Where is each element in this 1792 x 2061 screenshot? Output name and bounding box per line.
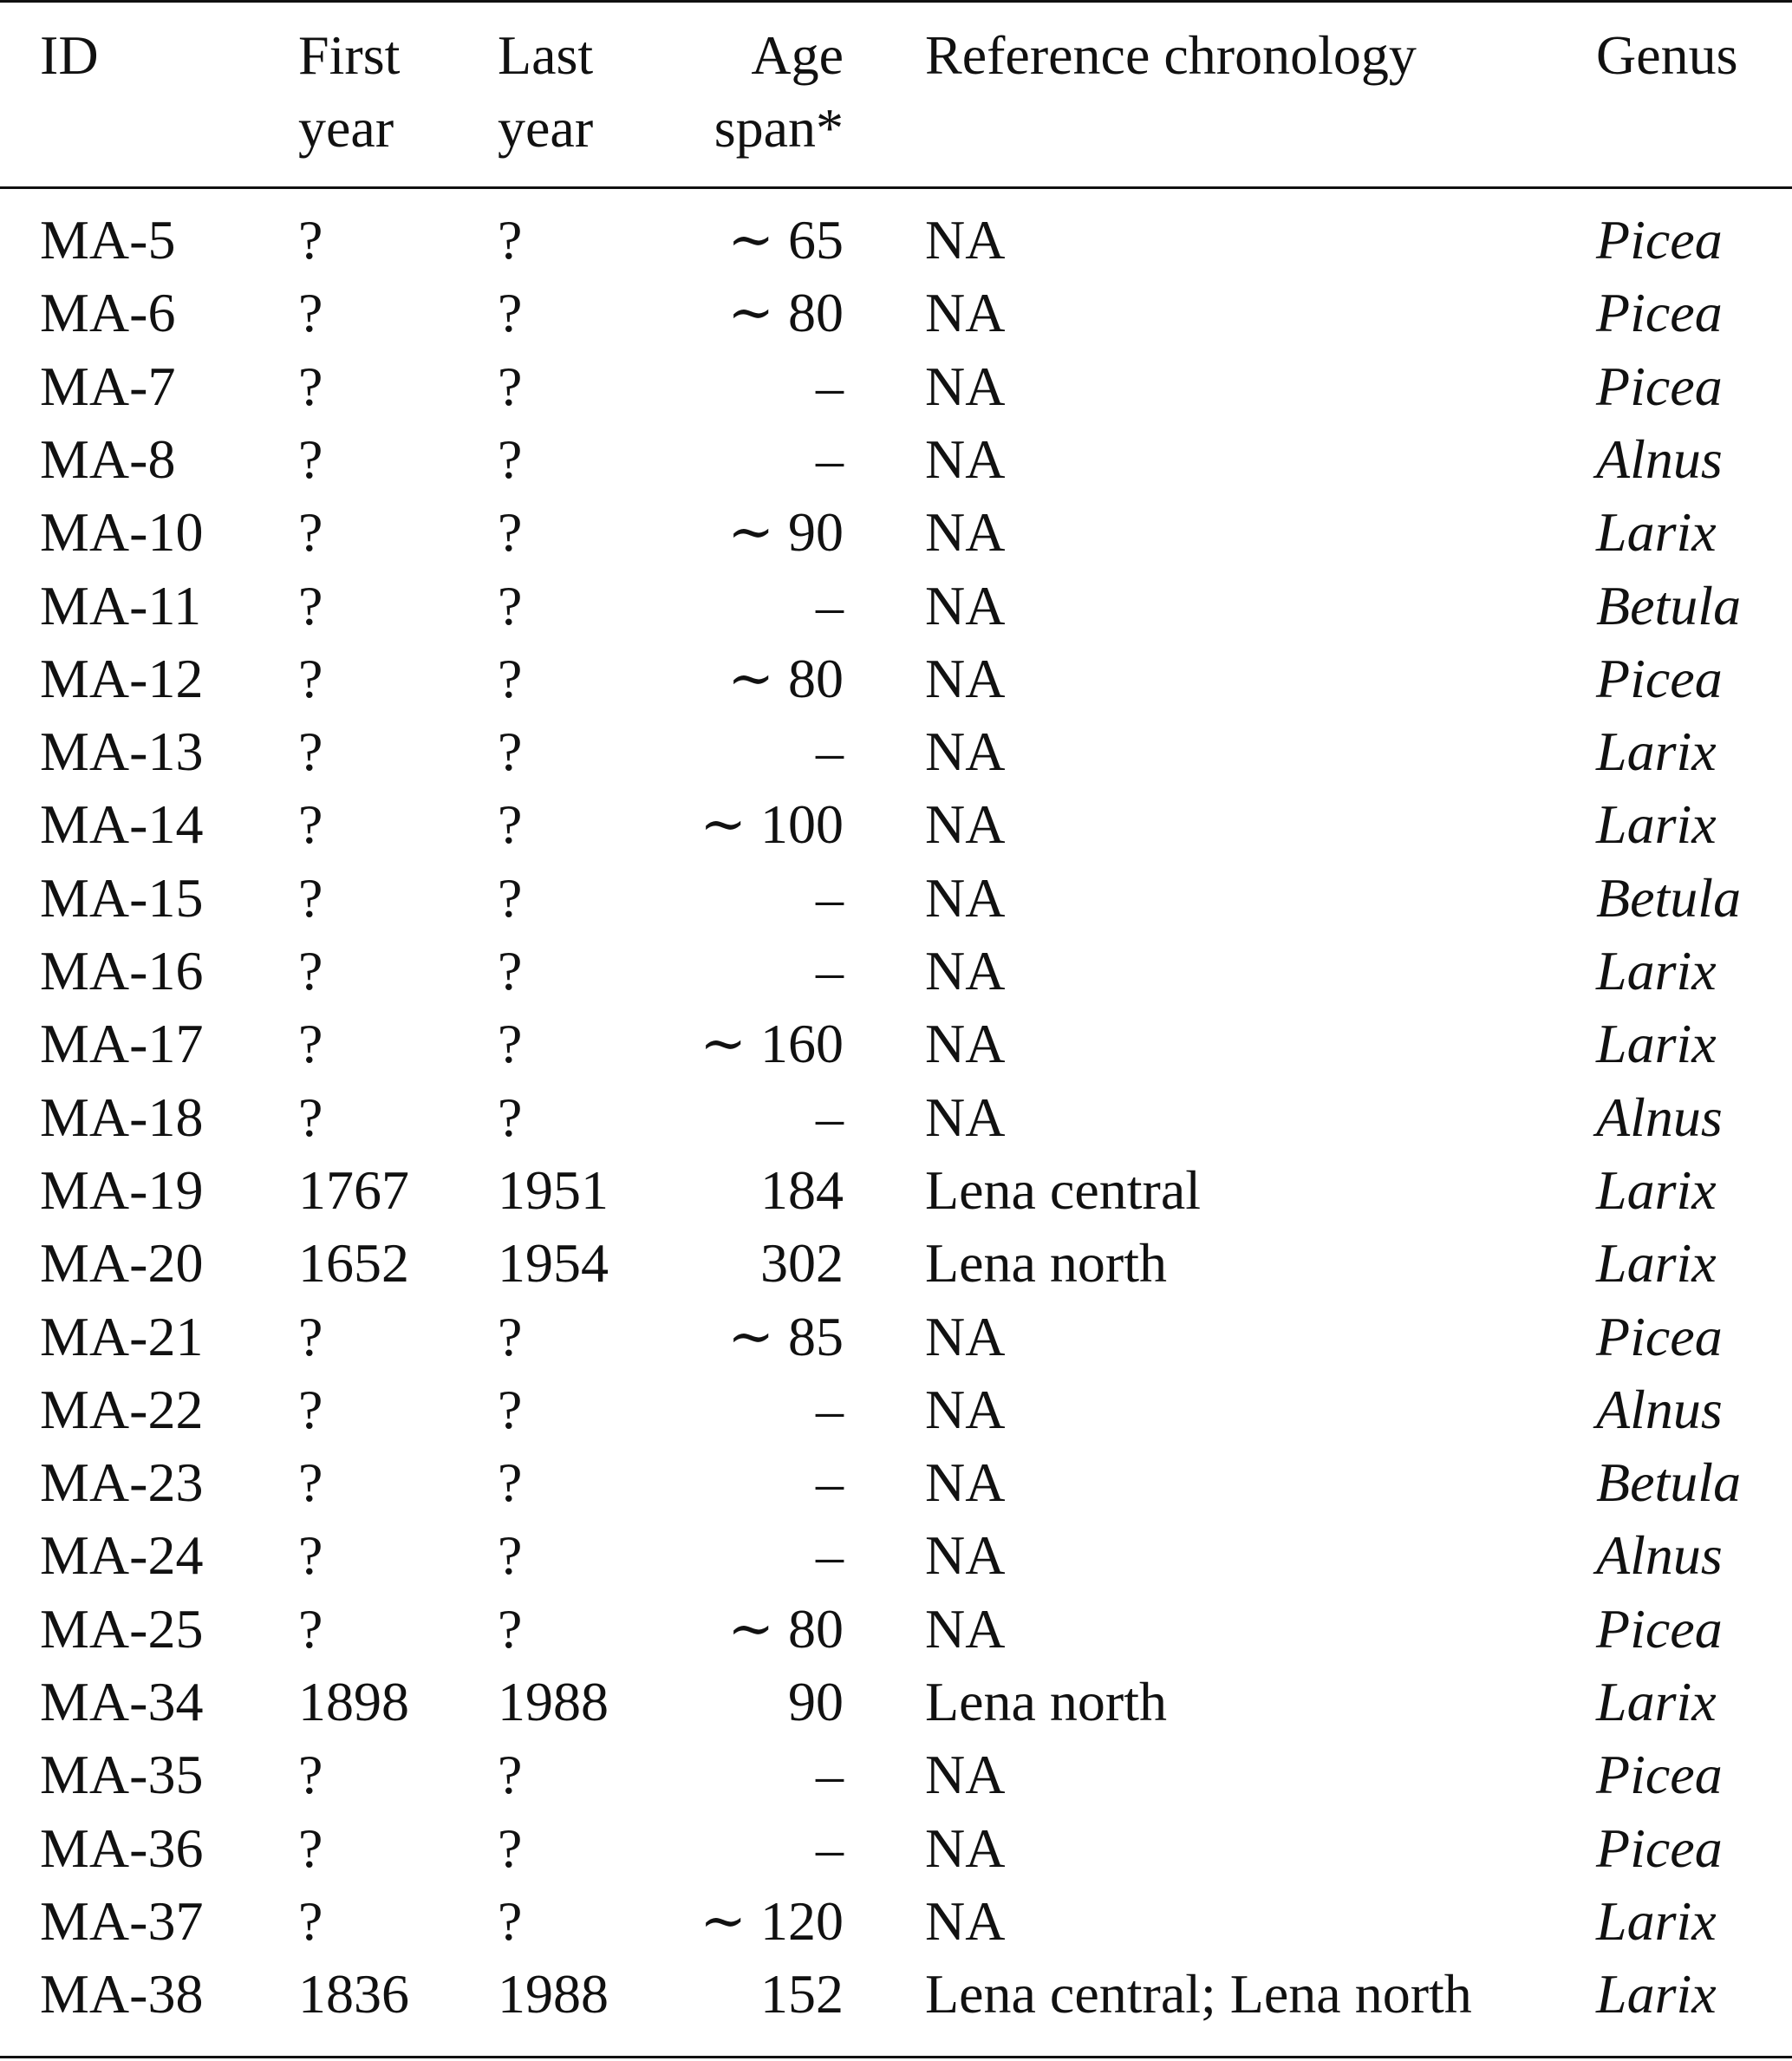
cell-genus: Picea bbox=[1596, 1816, 1723, 1879]
cell-id: MA-10 bbox=[40, 501, 204, 564]
cell-reference-chronology: NA bbox=[925, 1597, 1006, 1660]
cell-genus: Picea bbox=[1596, 1305, 1723, 1367]
cell-age-span: – bbox=[816, 866, 844, 929]
cell-reference-chronology: NA bbox=[925, 1524, 1006, 1587]
cell-id: MA-18 bbox=[40, 1086, 204, 1148]
cell-first-year: ? bbox=[298, 1305, 323, 1367]
cell-id: MA-34 bbox=[40, 1671, 204, 1732]
cell-id: MA-20 bbox=[40, 1232, 204, 1295]
cell-last-year: ? bbox=[498, 1889, 523, 1952]
table-row bbox=[0, 423, 1792, 496]
cell-reference-chronology: NA bbox=[925, 282, 1006, 344]
table-top-rule bbox=[0, 0, 1792, 3]
cell-age-span: 90 bbox=[788, 1671, 844, 1732]
cell-last-year: 1988 bbox=[498, 1671, 609, 1732]
cell-first-year: 1767 bbox=[298, 1158, 409, 1221]
cell-first-year: ? bbox=[298, 1524, 323, 1587]
cell-last-year: ? bbox=[498, 940, 523, 1001]
cell-reference-chronology: NA bbox=[925, 1305, 1006, 1367]
cell-age-span: 302 bbox=[760, 1232, 844, 1295]
cell-genus: Larix bbox=[1596, 1013, 1717, 1075]
cell-reference-chronology: NA bbox=[925, 1013, 1006, 1075]
cell-last-year: ? bbox=[498, 1744, 523, 1806]
table-row bbox=[0, 1738, 1792, 1811]
header-last-year-line1: Last bbox=[498, 24, 594, 86]
cell-genus: Larix bbox=[1596, 1232, 1717, 1295]
table-row bbox=[0, 1446, 1792, 1519]
cell-first-year: ? bbox=[298, 940, 323, 1001]
cell-reference-chronology: Lena north bbox=[925, 1671, 1167, 1732]
table-row bbox=[0, 862, 1792, 935]
cell-age-span: ∼ 100 bbox=[700, 793, 844, 856]
cell-id: MA-5 bbox=[40, 209, 176, 271]
cell-id: MA-8 bbox=[40, 427, 176, 490]
cell-age-span: 152 bbox=[760, 1963, 844, 2025]
header-last-year-line2: year bbox=[498, 97, 594, 159]
cell-first-year: ? bbox=[298, 209, 323, 271]
cell-genus: Picea bbox=[1596, 1744, 1723, 1806]
cell-reference-chronology: NA bbox=[925, 427, 1006, 490]
cell-reference-chronology: NA bbox=[925, 574, 1006, 636]
cell-age-span: – bbox=[816, 1524, 844, 1587]
cell-first-year: ? bbox=[298, 721, 323, 783]
table-row bbox=[0, 935, 1792, 1008]
cell-id: MA-21 bbox=[40, 1305, 204, 1367]
cell-last-year: ? bbox=[498, 574, 523, 636]
cell-age-span: – bbox=[816, 1816, 844, 1879]
cell-first-year: ? bbox=[298, 1378, 323, 1440]
cell-last-year: ? bbox=[498, 647, 523, 709]
cell-reference-chronology: NA bbox=[925, 209, 1006, 271]
cell-id: MA-14 bbox=[40, 793, 204, 856]
cell-first-year: ? bbox=[298, 1086, 323, 1148]
header-id: ID bbox=[40, 24, 99, 86]
cell-genus: Alnus bbox=[1596, 427, 1723, 490]
cell-last-year: ? bbox=[498, 1451, 523, 1514]
cell-id: MA-37 bbox=[40, 1889, 204, 1952]
cell-id: MA-19 bbox=[40, 1158, 204, 1221]
table-row bbox=[0, 570, 1792, 642]
cell-genus: Larix bbox=[1596, 793, 1717, 856]
cell-genus: Larix bbox=[1596, 1158, 1717, 1221]
header-first-year-line1: First bbox=[298, 24, 401, 86]
cell-last-year: ? bbox=[498, 1013, 523, 1075]
cell-reference-chronology: Lena north bbox=[925, 1232, 1167, 1295]
table-row bbox=[0, 1812, 1792, 1885]
cell-reference-chronology: NA bbox=[925, 1889, 1006, 1952]
cell-age-span: ∼ 65 bbox=[727, 209, 844, 271]
cell-first-year: ? bbox=[298, 1013, 323, 1075]
table-row bbox=[0, 1227, 1792, 1300]
header-genus: Genus bbox=[1596, 24, 1738, 86]
cell-last-year: ? bbox=[498, 1597, 523, 1660]
cell-last-year: ? bbox=[498, 1305, 523, 1367]
table-row bbox=[0, 788, 1792, 861]
cell-first-year: ? bbox=[298, 1889, 323, 1952]
cell-genus: Betula bbox=[1596, 574, 1742, 636]
cell-first-year: 1898 bbox=[298, 1671, 409, 1732]
cell-age-span: – bbox=[816, 721, 844, 783]
cell-genus: Picea bbox=[1596, 209, 1723, 271]
table-row bbox=[0, 1154, 1792, 1227]
cell-genus: Larix bbox=[1596, 940, 1717, 1001]
cell-reference-chronology: NA bbox=[925, 793, 1006, 856]
table-row bbox=[0, 204, 1792, 277]
cell-reference-chronology: NA bbox=[925, 647, 1006, 709]
cell-genus: Alnus bbox=[1596, 1378, 1723, 1440]
cell-id: MA-35 bbox=[40, 1744, 204, 1806]
cell-age-span: – bbox=[816, 940, 844, 1001]
cell-genus: Larix bbox=[1596, 721, 1717, 783]
cell-last-year: ? bbox=[498, 866, 523, 929]
cell-id: MA-22 bbox=[40, 1378, 204, 1440]
cell-id: MA-24 bbox=[40, 1524, 204, 1587]
cell-id: MA-7 bbox=[40, 355, 176, 417]
cell-age-span: ∼ 85 bbox=[727, 1305, 844, 1367]
cell-last-year: ? bbox=[498, 721, 523, 783]
cell-genus: Picea bbox=[1596, 355, 1723, 417]
table-row bbox=[0, 350, 1792, 423]
cell-genus: Larix bbox=[1596, 1889, 1717, 1952]
cell-id: MA-36 bbox=[40, 1816, 204, 1879]
table-row bbox=[0, 1885, 1792, 1958]
cell-last-year: 1954 bbox=[498, 1232, 609, 1295]
cell-first-year: ? bbox=[298, 1744, 323, 1806]
cell-first-year: ? bbox=[298, 1451, 323, 1514]
cell-last-year: ? bbox=[498, 1378, 523, 1440]
cell-genus: Picea bbox=[1596, 282, 1723, 344]
table-row bbox=[0, 1081, 1792, 1154]
cell-age-span: – bbox=[816, 1378, 844, 1440]
cell-first-year: ? bbox=[298, 501, 323, 564]
cell-reference-chronology: NA bbox=[925, 1744, 1006, 1806]
table-row bbox=[0, 642, 1792, 715]
cell-last-year: 1988 bbox=[498, 1963, 609, 2025]
cell-genus: Picea bbox=[1596, 1597, 1723, 1660]
cell-genus: Alnus bbox=[1596, 1086, 1723, 1148]
cell-last-year: ? bbox=[498, 209, 523, 271]
cell-genus: Betula bbox=[1596, 866, 1742, 929]
cell-first-year: ? bbox=[298, 1597, 323, 1660]
cell-age-span: – bbox=[816, 355, 844, 417]
cell-last-year: ? bbox=[498, 793, 523, 856]
cell-age-span: – bbox=[816, 574, 844, 636]
cell-id: MA-11 bbox=[40, 574, 202, 636]
cell-age-span: – bbox=[816, 1086, 844, 1148]
cell-genus: Larix bbox=[1596, 501, 1717, 564]
cell-genus: Betula bbox=[1596, 1451, 1742, 1514]
cell-first-year: 1652 bbox=[298, 1232, 409, 1295]
table-body bbox=[0, 204, 1792, 2051]
cell-last-year: ? bbox=[498, 282, 523, 344]
cell-id: MA-12 bbox=[40, 647, 204, 709]
table-header-rule bbox=[0, 186, 1792, 189]
cell-last-year: ? bbox=[498, 355, 523, 417]
cell-reference-chronology: NA bbox=[925, 721, 1006, 783]
cell-first-year: 1836 bbox=[298, 1963, 409, 2025]
cell-genus: Picea bbox=[1596, 647, 1723, 709]
cell-reference-chronology: NA bbox=[925, 1086, 1006, 1148]
table-row bbox=[0, 1008, 1792, 1080]
cell-id: MA-15 bbox=[40, 866, 204, 929]
cell-genus: Larix bbox=[1596, 1671, 1717, 1732]
table-row bbox=[0, 277, 1792, 349]
table-row bbox=[0, 1593, 1792, 1666]
cell-reference-chronology: NA bbox=[925, 1451, 1006, 1514]
cell-reference-chronology: NA bbox=[925, 501, 1006, 564]
cell-first-year: ? bbox=[298, 866, 323, 929]
cell-first-year: ? bbox=[298, 427, 323, 490]
header-first-year-line2: year bbox=[298, 97, 394, 159]
header-reference-chronology: Reference chronology bbox=[925, 24, 1417, 86]
cell-first-year: ? bbox=[298, 647, 323, 709]
cell-age-span: ∼ 120 bbox=[700, 1889, 844, 1952]
table-row bbox=[0, 1666, 1792, 1738]
header-age-span-line1: Age bbox=[751, 24, 844, 86]
cell-age-span: ∼ 80 bbox=[727, 282, 844, 344]
table-bottom-rule bbox=[0, 2056, 1792, 2058]
cell-age-span: – bbox=[816, 1744, 844, 1806]
cell-reference-chronology: NA bbox=[925, 866, 1006, 929]
cell-last-year: ? bbox=[498, 427, 523, 490]
cell-last-year: ? bbox=[498, 1086, 523, 1148]
cell-reference-chronology: NA bbox=[925, 1816, 1006, 1879]
table-row bbox=[0, 715, 1792, 788]
cell-age-span: 184 bbox=[760, 1158, 844, 1221]
cell-first-year: ? bbox=[298, 282, 323, 344]
cell-id: MA-25 bbox=[40, 1597, 204, 1660]
header-age-span-line2: span* bbox=[714, 97, 844, 159]
cell-first-year: ? bbox=[298, 793, 323, 856]
cell-reference-chronology: NA bbox=[925, 940, 1006, 1001]
cell-first-year: ? bbox=[298, 574, 323, 636]
cell-last-year: ? bbox=[498, 1524, 523, 1587]
cell-age-span: – bbox=[816, 427, 844, 490]
cell-id: MA-6 bbox=[40, 282, 176, 344]
cell-id: MA-13 bbox=[40, 721, 204, 783]
cell-reference-chronology: NA bbox=[925, 1378, 1006, 1440]
cell-first-year: ? bbox=[298, 1816, 323, 1879]
cell-last-year: ? bbox=[498, 1816, 523, 1879]
table-row bbox=[0, 1958, 1792, 2031]
cell-id: MA-23 bbox=[40, 1451, 204, 1514]
cell-age-span: ∼ 80 bbox=[727, 1597, 844, 1660]
cell-age-span: ∼ 90 bbox=[727, 501, 844, 564]
cell-age-span: ∼ 160 bbox=[700, 1013, 844, 1075]
table-row bbox=[0, 1373, 1792, 1446]
cell-id: MA-38 bbox=[40, 1963, 204, 2025]
cell-reference-chronology: Lena central bbox=[925, 1158, 1201, 1221]
cell-id: MA-16 bbox=[40, 940, 204, 1001]
cell-last-year: ? bbox=[498, 501, 523, 564]
cell-id: MA-17 bbox=[40, 1013, 204, 1075]
table-row bbox=[0, 1301, 1792, 1373]
cell-age-span: – bbox=[816, 1451, 844, 1514]
table-row bbox=[0, 1519, 1792, 1592]
cell-last-year: 1951 bbox=[498, 1158, 609, 1221]
cell-reference-chronology: NA bbox=[925, 355, 1006, 417]
cell-genus: Larix bbox=[1596, 1963, 1717, 2025]
cell-first-year: ? bbox=[298, 355, 323, 417]
cell-reference-chronology: Lena central; Lena north bbox=[925, 1963, 1472, 2025]
cell-age-span: ∼ 80 bbox=[727, 647, 844, 709]
cell-genus: Alnus bbox=[1596, 1524, 1723, 1587]
table-row bbox=[0, 496, 1792, 569]
